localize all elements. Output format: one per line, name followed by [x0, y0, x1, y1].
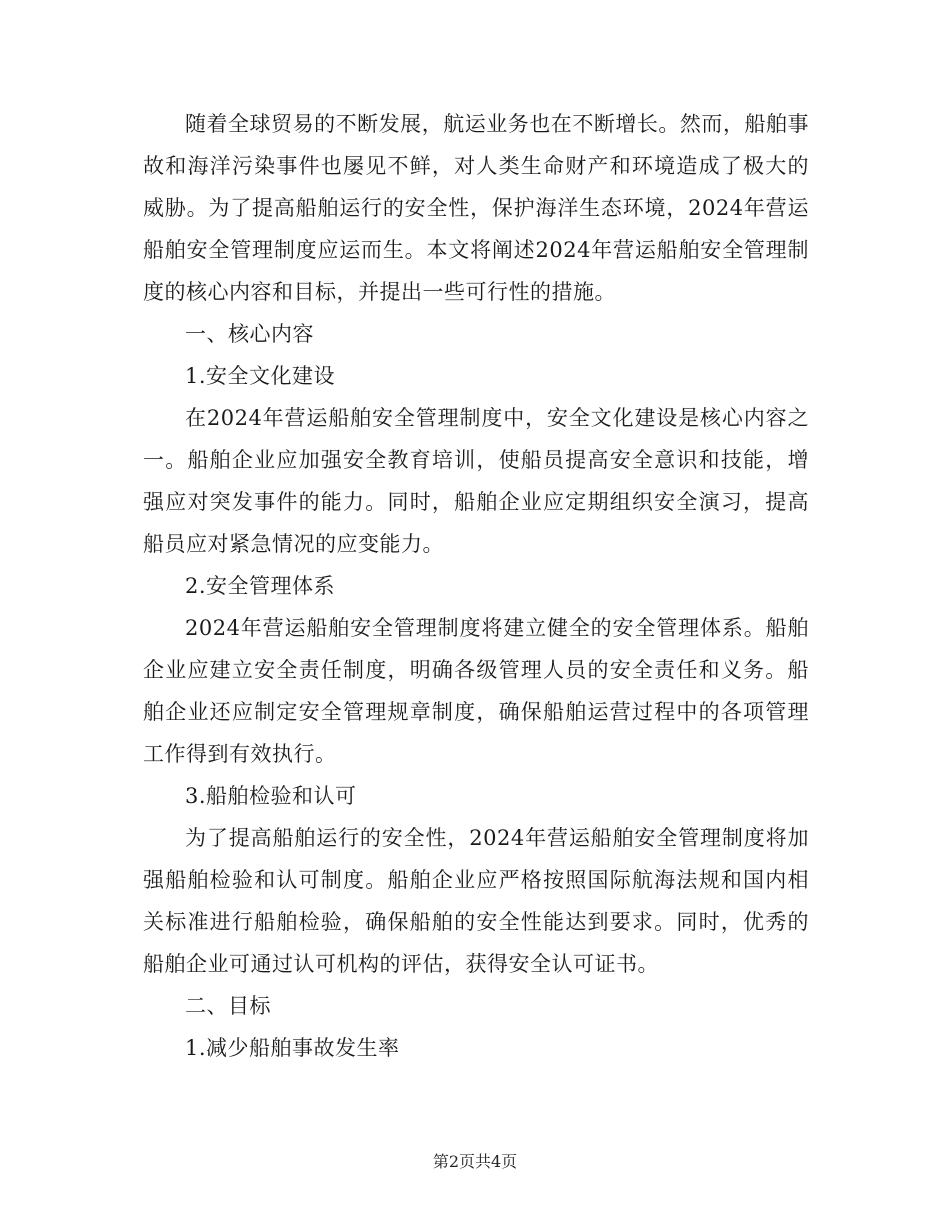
section-heading-goals: 二、目标 — [185, 994, 271, 1018]
subheading-reduce-accidents: 1.减少船舶事故发生率 — [185, 1036, 400, 1060]
section-heading-core-content: 一、核心内容 — [185, 322, 314, 346]
intro-paragraph: 随着全球贸易的不断发展，航运业务也在不断增长。然而，船舶事故和海洋污染事件也屡见不鲜，对人类生命财产和环境造成了极大的威胁。为了提高船舶运行的安全性，保护海洋生态环境，2024年营运船舶安全管理制度应运而生。本文将阐述2024年营运船舶安全管理制度的核心内容和目标，并提出一些可行性的措施。 — [143, 112, 809, 304]
paragraph-safety-culture: 在2024年营运船舶安全管理制度中，安全文化建设是核心内容之一。船舶企业应加强安全教育培训，使船员提高安全意识和技能，增强应对突发事件的能力。同时，船舶企业应定期组织安全演习，提高船员应对紧急情况的应变能力。 — [143, 406, 809, 556]
document-body — [143, 103, 809, 1069]
paragraph-safety-management-system: 2024年营运船舶安全管理制度将建立健全的安全管理体系。船舶企业应建立安全责任制度，明确各级管理人员的安全责任和义务。船舶企业还应制定安全管理规章制度，确保船舶运营过程中的各项管理工作得到有效执行。 — [143, 616, 809, 766]
subheading-ship-inspection: 3.船舶检验和认可 — [185, 784, 357, 808]
subheading-safety-management-system: 2.安全管理体系 — [185, 574, 336, 598]
page-footer: 第2页共4页 — [432, 1152, 518, 1171]
subheading-safety-culture: 1.安全文化建设 — [185, 364, 336, 388]
paragraph-ship-inspection: 为了提高船舶运行的安全性，2024年营运船舶安全管理制度将加强船舶检验和认可制度。船舶企业应严格按照国际航海法规和国内相关标准进行船舶检验，确保船舶的安全性能达到要求。同时，优秀的船舶企业可通过认可机构的评估，获得安全认可证书。 — [143, 826, 809, 976]
